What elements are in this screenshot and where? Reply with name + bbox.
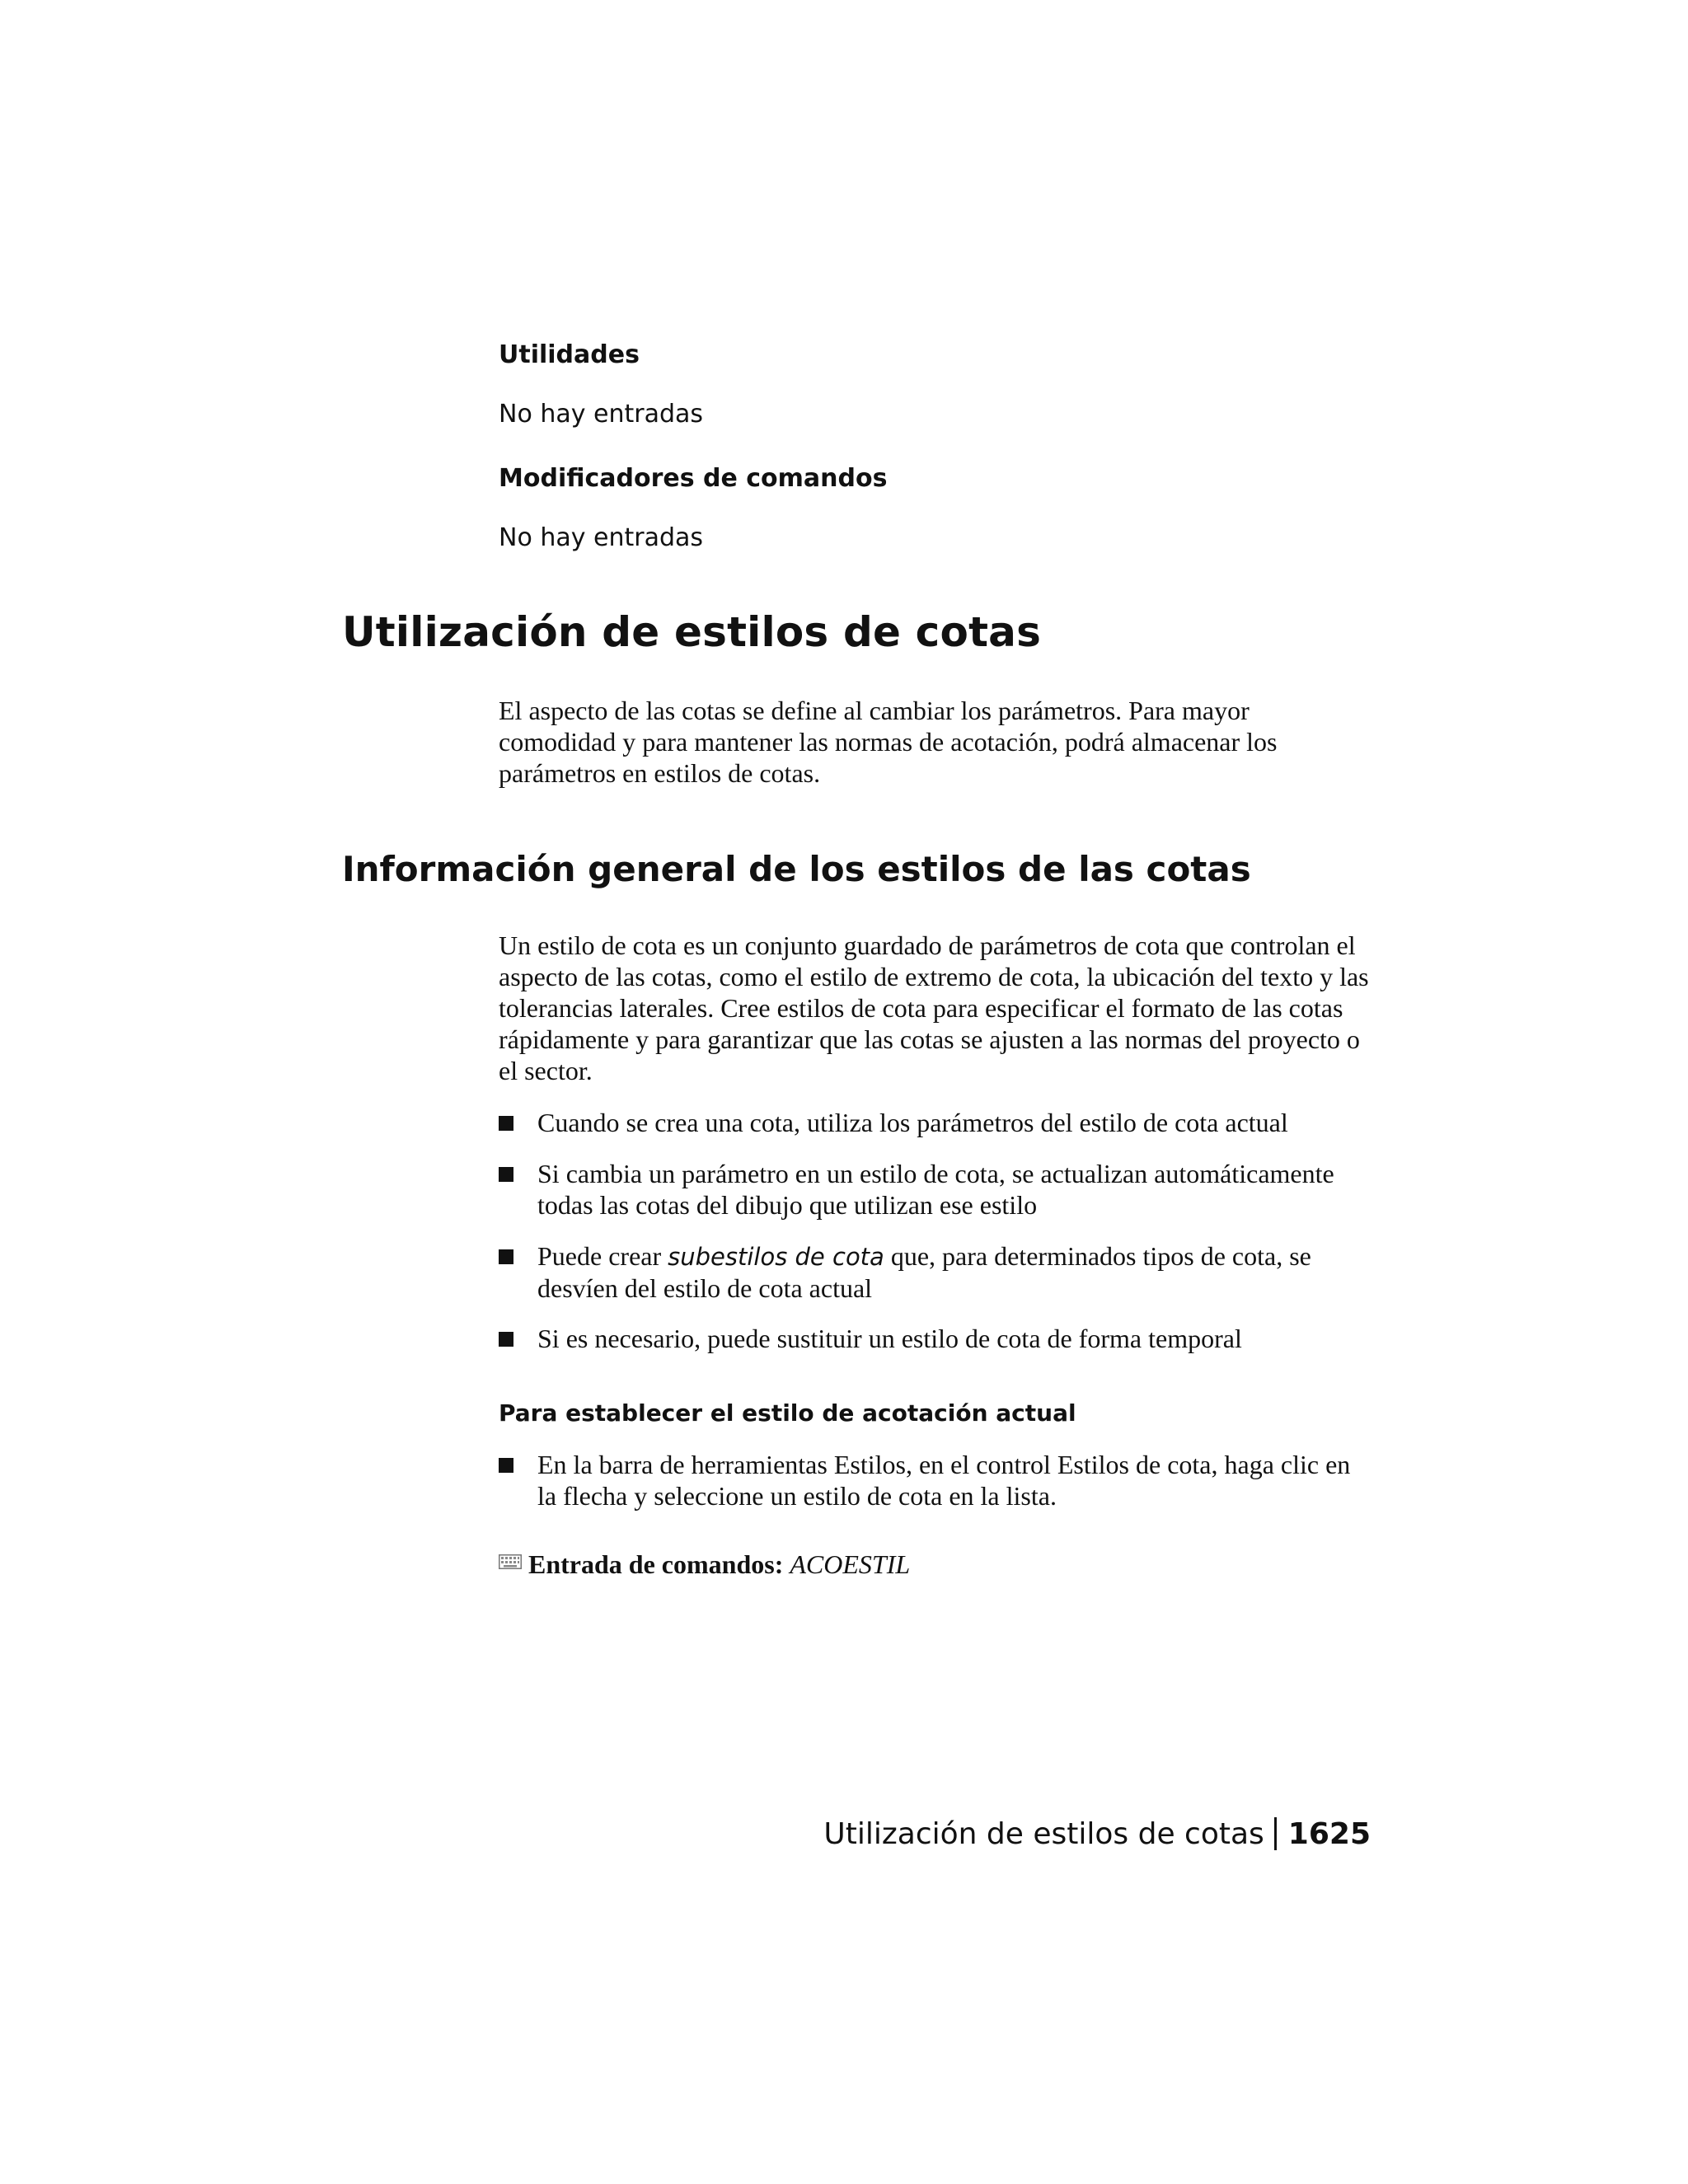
bullet-text-after: que, para determinados tipos de cota, se desvíen del estilo de cota actual [537,1241,1311,1303]
keyboard-icon [499,1554,522,1569]
bullet-list [499,1323,1372,1354]
modificadores-heading: Modificadores de comandos [499,464,888,493]
list-item [499,1323,1372,1354]
running-title: Utilización de estilos de cotas [823,1817,1264,1851]
list-item [499,1449,1372,1511]
bullet-text: Si cambia un parámetro en un estilo de cota, se actualizan automáticamente todas las cotas del dibujo que utilizan ese estilo [537,1159,1334,1220]
procedure-steps [499,1449,1372,1511]
bullet-text-before: Puede crear [537,1241,668,1271]
square-bullet-icon [499,1332,513,1347]
bullet-text-italic: subestilos de cota [668,1243,884,1271]
main-heading: Utilización de estilos de cotas [342,608,1042,656]
square-bullet-icon [499,1116,513,1131]
square-bullet-icon [499,1167,513,1182]
bullet-text: Cuando se crea una cota, utiliza los parámetros del estilo de cota actual [537,1108,1288,1137]
procedure-title: Para establecer el estilo de acotación actual [499,1399,1076,1427]
page-number: 1625 [1287,1817,1371,1851]
command-label: Entrada de comandos: [528,1549,784,1579]
modificadores-body: No hay entradas [499,523,704,552]
command-entry [499,1549,910,1580]
footer-divider [1274,1817,1277,1850]
sub-heading: Información general de los estilos de las cotas [342,849,1251,889]
procedure-step-text: En la barra de herramientas Estilos, en el control Estilos de cota, haga clic en la flecha y seleccione un estilo de cota en la lista. [537,1450,1351,1511]
page-footer [823,1817,1371,1851]
intro-paragraph: El aspecto de las cotas se define al cambiar los parámetros. Para mayor comodidad y para mantener las normas de acotación, podrá almacenar los parámetros en estilos de cotas. [499,696,1278,788]
bullet-list [499,1107,1372,1138]
square-bullet-icon [499,1249,513,1264]
command-value: ACOESTIL [790,1549,911,1579]
bullet-list [499,1158,1372,1221]
utilidades-body: No hay entradas [499,400,704,429]
list-item [499,1240,1372,1304]
utilidades-heading: Utilidades [499,340,640,369]
bullet-list [499,1240,1372,1304]
bullet-text: Si es necesario, puede sustituir un estilo de cota de forma temporal [537,1324,1242,1353]
overview-paragraph: Un estilo de cota es un conjunto guardado de parámetros de cota que controlan el aspecto de las cotas, como el estilo de extremo de cota, la ubicación del texto y las tolerancias laterales. Cree estilos de cota para especificar el formato de las cotas rápidamente y para garantizar que las cotas se ajusten a las normas del proyecto o el sector. [499,930,1369,1085]
list-item [499,1158,1372,1221]
list-item [499,1107,1372,1138]
square-bullet-icon [499,1458,513,1473]
